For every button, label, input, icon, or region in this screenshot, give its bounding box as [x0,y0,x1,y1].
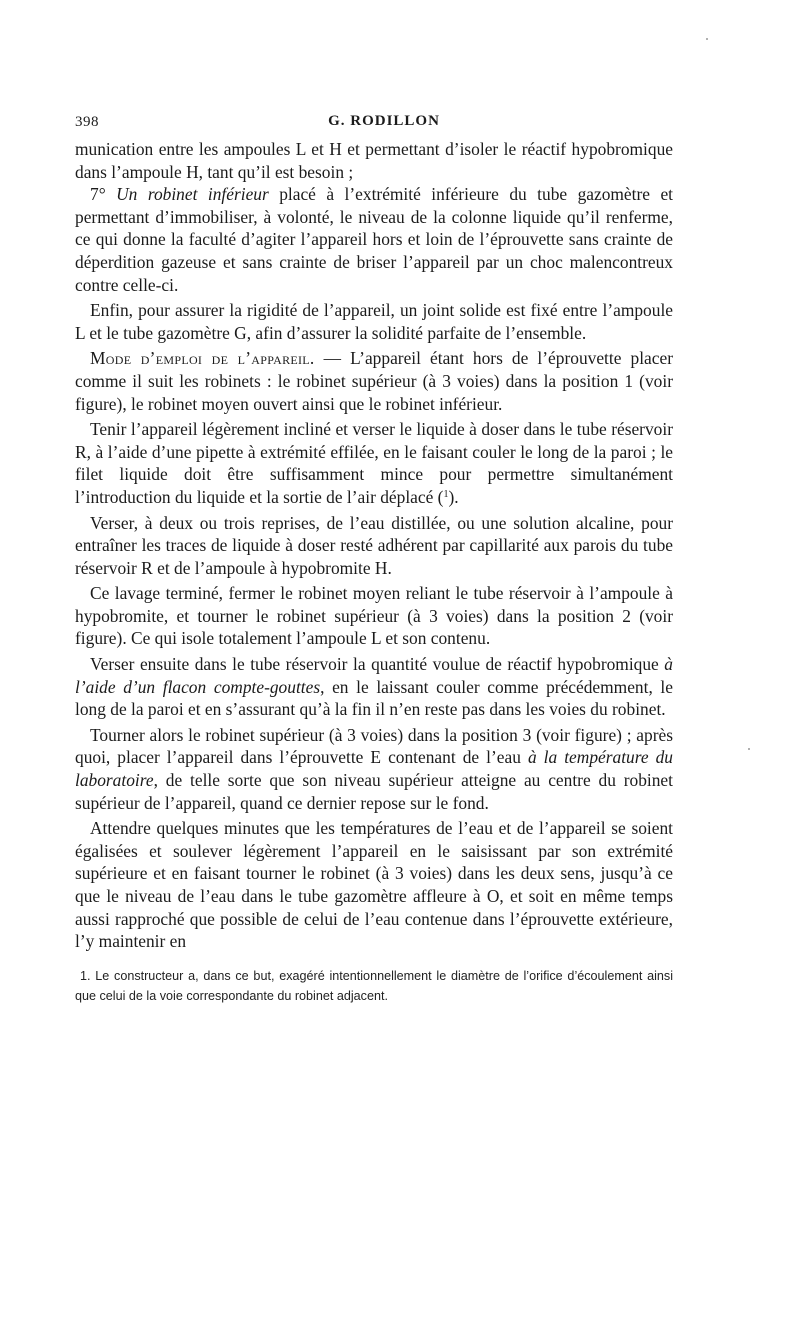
paragraph-text: ). [448,486,459,507]
paragraph-text: , de telle sorte que son niveau supérieur atteigne au centre du robinet supérieur de l’appareil, quand ce dernier repose sur le fond. [75,770,673,813]
paragraph: Verser, à deux ou trois reprises, de l’eau distillée, ou une solution alcaline, pour entraîner les traces de liquide à doser resté adhérent par capillarité aux parois du tube réservoir R et de l’ampoule à hypobromite H. [75,512,673,578]
list-number: 7° [90,184,117,205]
paragraph-text: — L’appareil étant hors de l’éprouvette placer comme il suit les robinets : le robinet supérieur (à 3 voies) dans la position 1 (voir figure), le robinet moyen ouvert ainsi que le robinet inférieur. [75,348,673,414]
scan-speck [748,748,750,750]
section-heading: Mode d’emploi de l’appareil. [90,348,315,369]
footnote: 1. Le constructeur a, dans ce but, exagéré intentionnellement le diamètre de l’orifice d’écoulement ainsi que celui de la voie correspondante du robinet adjacent. [75,968,673,1003]
italic-phrase: à la température du laboratoire [75,747,673,791]
paragraph [75,418,673,508]
paragraph-text: , en le laissant couler comme précédemment, le long de la paroi et en s’assurant qu’à la fin il n’en reste pas dans les voies du robinet. [75,676,673,720]
italic-term: Un robinet inférieur [116,184,269,205]
paragraph: munication entre les ampoules L et H et permettant d’isoler le réactif hypobromique dans l’ampoule H, tant qu’il est besoin ; [75,139,673,182]
footnote-reference: 1 [443,488,449,500]
running-head: G. RODILLON [328,113,440,129]
paragraph [75,724,673,814]
page-header [75,112,673,134]
paragraph [75,653,673,721]
paragraph: Enfin, pour assurer la rigidité de l’appareil, un joint solide est fixé entre l’ampoule L et le tube gazomètre G, afin d’assurer la solidité parfaite de l’ensemble. [75,300,673,343]
body-text [75,138,673,953]
paragraph-text: placé à l’extrémité inférieure du tube gazomètre et permettant d’immobiliser, à volonté, le niveau de la colonne liquide qu’il renferme, ce qui donne la faculté d’agiter l’appareil hors et loin de l’éprouvette sans crainte de déperdition gazeuse et sans crainte de briser l’appareil par un choc malencontreux contre celle-ci. [75,184,674,295]
paragraph: Ce lavage terminé, fermer le robinet moyen reliant le tube réservoir à l’ampoule à hypobromite, et tourner le robinet supérieur (à 3 voies) dans la position 2 (voir figure). Ce qui isole totalement l’ampoule L et son contenu. [75,583,673,649]
scan-speck [706,38,708,40]
paragraph [75,183,673,296]
paragraph: Attendre quelques minutes que les températures de l’eau et de l’appareil se soient égalisées et soulever légèrement l’appareil en le saisissant par son extrémité supérieure et en faisant tourner le robinet (à 3 voies) dans les deux sens, jusqu’à ce que le niveau de l’eau dans le tube gazomètre affleure à O, et soit en même temps aussi rapproché que possible de celui de l’eau contenue dans l’éprouvette extérieure, l’y maintenir en [75,818,673,952]
paragraph-text: Tourner alors le robinet supérieur (à 3 voies) dans la position 3 (voir figure) ; après quoi, placer l’appareil dans l’éprouvette E contenant de l’eau [75,724,673,768]
italic-phrase: à l’aide d’un flacon compte-gouttes [75,654,673,697]
paragraph-text: Verser ensuite dans le tube réservoir la quantité voulue de réactif hypobromique [90,654,665,675]
page-number: 398 [75,114,99,130]
book-page [75,112,673,1006]
paragraph-text: Tenir l’appareil légèrement incliné et verser le liquide à doser dans le tube réservoir R, à l’aide d’une pipette à extrémité effilée, en le faisant couler le long de la paroi ; le filet liquide doit être suffisamment mince pour permettre simultanément l’introduction du liquide et la sortie de l’air déplacé ( [75,419,673,507]
paragraph [75,347,673,415]
